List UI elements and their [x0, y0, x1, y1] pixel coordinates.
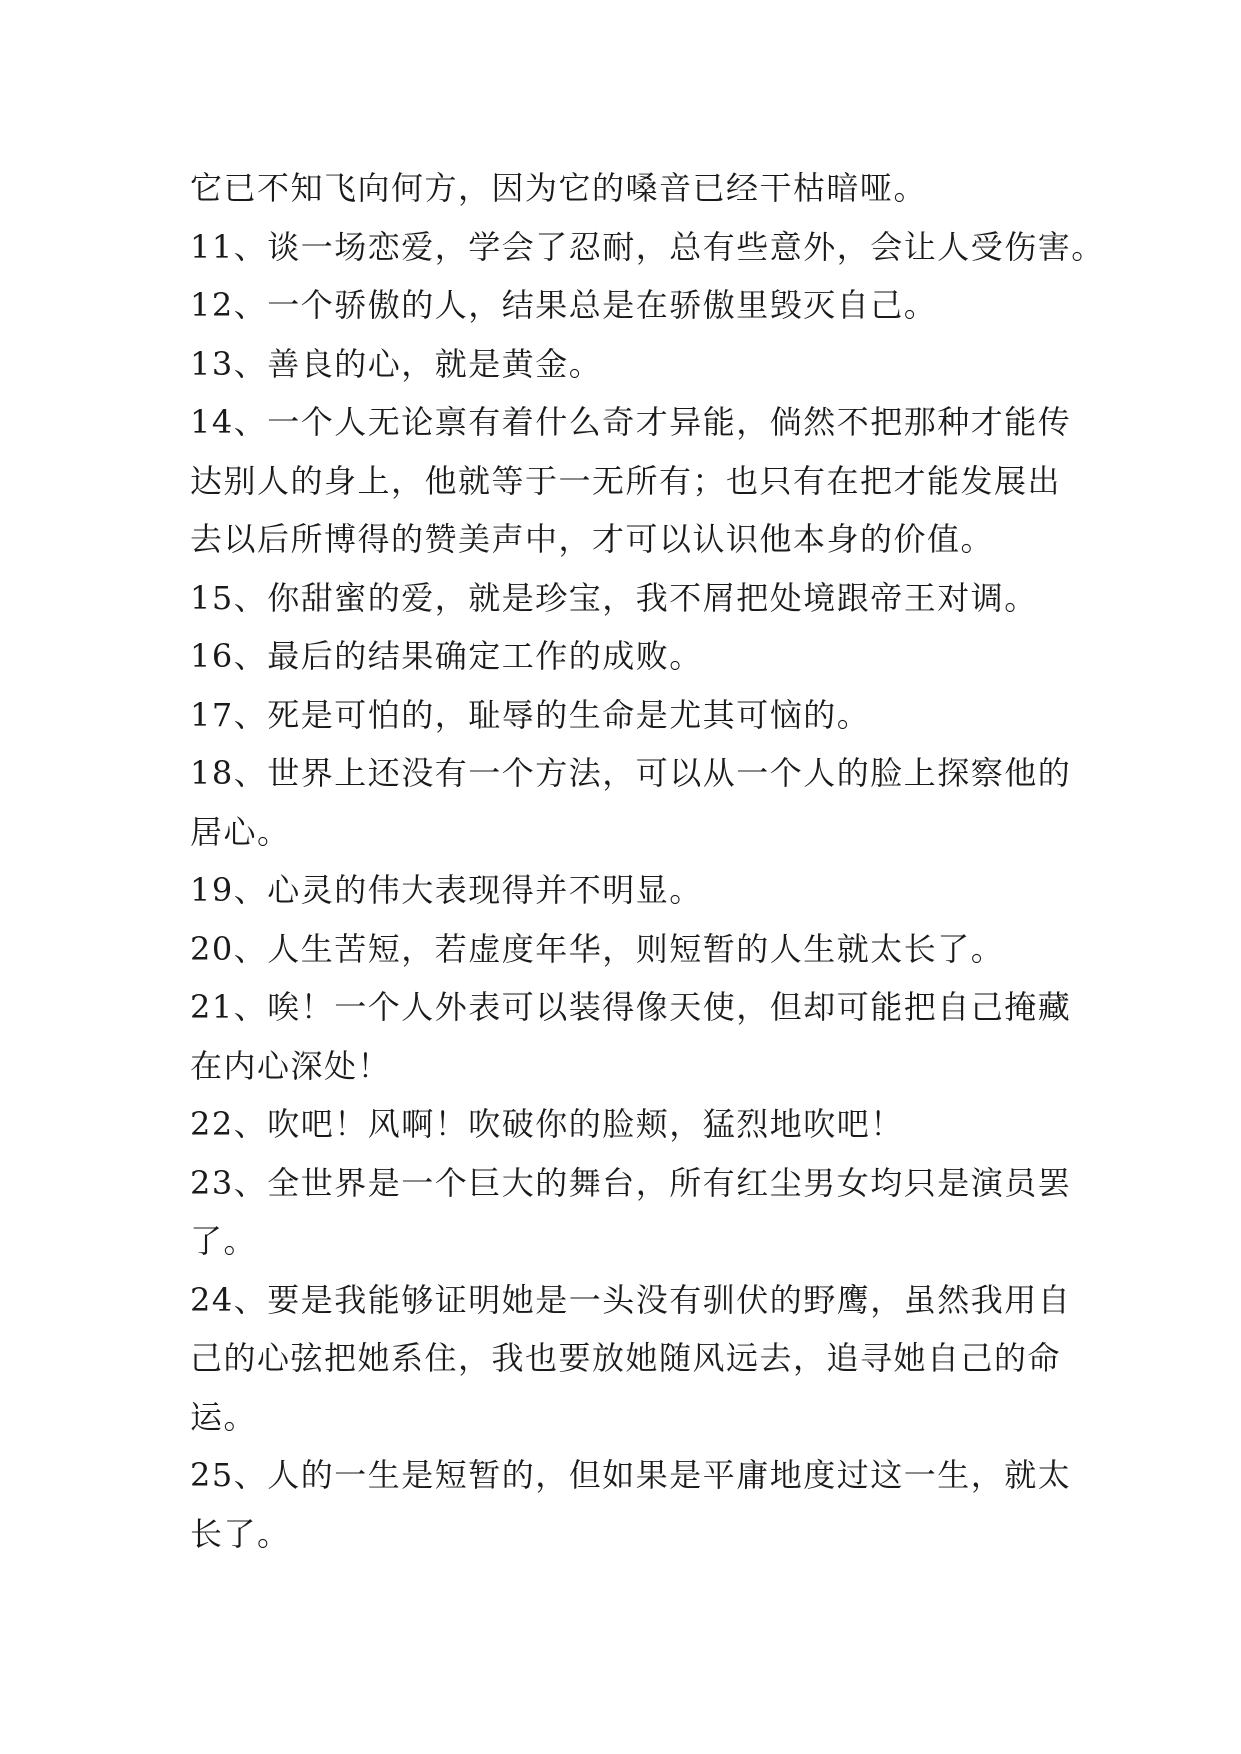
text-line: 16、最后的结果确定工作的成败。 — [190, 637, 703, 675]
text-line: 21、唉！一个人外表可以装得像天使，但却可能把自己掩藏 — [190, 988, 1072, 1026]
text-line: 17、死是可怕的，耻辱的生命是尤其可恼的。 — [190, 695, 871, 734]
text-line: 11、谈一场恋爱，学会了忍耐，总有些意外，会让人受伤害。 — [190, 227, 1105, 266]
text-line: 25、人的一生是短暂的，但如果是平庸地度过这一生，就太 — [190, 1456, 1072, 1494]
text-line: 居心。 — [190, 812, 291, 851]
text-line: 去以后所博得的赞美声中，才可以认识他本身的价值。 — [190, 520, 995, 558]
text-line: 长了。 — [190, 1514, 291, 1553]
text-line: 22、吹吧！风啊！吹破你的脸颊，猛烈地吹吧！ — [190, 1105, 904, 1143]
text-line: 它已不知飞向何方，因为它的嗓音已经干枯暗哑。 — [190, 169, 928, 207]
text-line: 12、一个骄傲的人，结果总是在骄傲里毁灭自己。 — [190, 286, 938, 324]
text-line: 15、你甜蜜的爱，就是珍宝，我不屑把处境跟帝王对调。 — [190, 578, 1038, 617]
text-line: 了。 — [190, 1222, 258, 1260]
text-line: 运。 — [190, 1397, 258, 1436]
document-body — [190, 159, 1105, 1563]
text-line: 19、心灵的伟大表现得并不明显。 — [190, 871, 703, 909]
text-line: 20、人生苦短，若虚度年华，则短暂的人生就太长了。 — [190, 929, 1005, 968]
text-line: 13、善良的心，就是黄金。 — [190, 344, 603, 383]
text-line: 23、全世界是一个巨大的舞台，所有红尘男女均只是演员罢 — [190, 1163, 1072, 1202]
text-line: 己的心弦把她系住，我也要放她随风远去，追寻她自己的命 — [190, 1339, 1062, 1377]
text-line: 达别人的身上，他就等于一无所有；也只有在把才能发展出 — [190, 461, 1062, 500]
text-line: 在内心深处！ — [190, 1046, 392, 1085]
text-line: 18、世界上还没有一个方法，可以从一个人的脸上探察他的 — [190, 754, 1072, 792]
text-line: 24、要是我能够证明她是一头没有驯伏的野鹰，虽然我用自 — [190, 1280, 1072, 1319]
text-line: 14、一个人无论禀有着什么奇才异能，倘然不把那种才能传 — [190, 403, 1072, 441]
